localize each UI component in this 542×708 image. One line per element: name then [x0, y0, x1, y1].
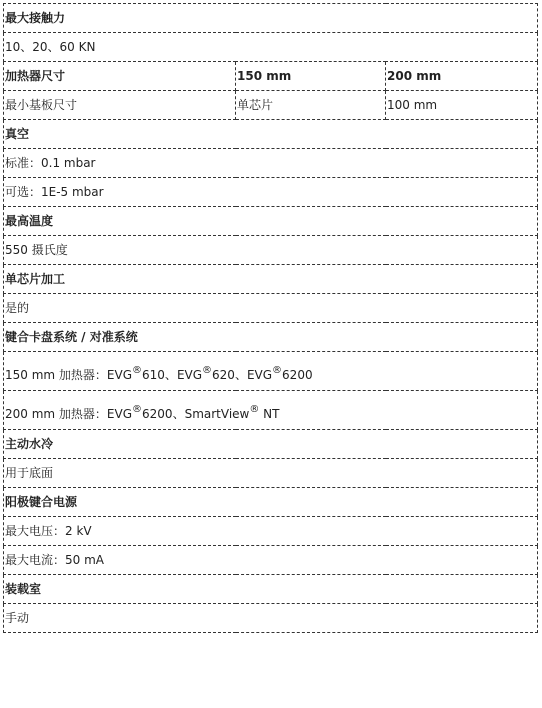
vacuum-optional: 可选：1E-5 mbar: [4, 178, 538, 207]
registered-mark: ®: [272, 365, 283, 376]
bond-chuck-150-heater: [4, 352, 538, 391]
table-row: [4, 323, 538, 352]
vacuum-standard: 标准：0.1 mbar: [4, 149, 538, 178]
table-row: [4, 294, 538, 323]
table-row: [4, 604, 538, 633]
spec-table: [3, 3, 538, 633]
table-row: [4, 265, 538, 294]
brand-text: EVG: [176, 368, 203, 382]
model-6200: 6200: [142, 407, 173, 421]
section-heading-active-water-cooling: 主动水冷: [4, 430, 538, 459]
section-heading-bond-chuck: 键合卡盘系统 / 对准系统: [4, 323, 538, 352]
load-chamber-value: 手动: [4, 604, 538, 633]
table-row: [4, 391, 538, 430]
table-row: [4, 546, 538, 575]
min-substrate-150-value: 单芯片: [236, 91, 386, 120]
model-6200: 6200: [282, 368, 313, 382]
table-row: [4, 459, 538, 488]
table-row: [4, 120, 538, 149]
brand-text: EVG: [106, 407, 133, 421]
separator: 、: [172, 407, 185, 421]
table-row: [4, 575, 538, 604]
registered-mark: ®: [202, 365, 213, 376]
heater-150-header: 150 mm: [236, 62, 386, 91]
table-row: [4, 517, 538, 546]
max-contact-force-value: 10、20、60 KN: [4, 33, 538, 62]
max-temperature-value: 550 摄氏度: [4, 236, 538, 265]
model-620: 620: [212, 368, 235, 382]
section-heading-max-temperature: 最高温度: [4, 207, 538, 236]
min-substrate-200-value: 100 mm: [386, 91, 538, 120]
section-heading-anodic-bond-power: 阳极键合电源: [4, 488, 538, 517]
heater-200-prefix: 200 mm 加热器：: [5, 407, 107, 421]
table-row: [4, 149, 538, 178]
table-row: [4, 488, 538, 517]
separator: 、: [164, 368, 177, 382]
table-row: [4, 91, 538, 120]
brand-text: EVG: [106, 368, 133, 382]
registered-mark: ®: [249, 404, 260, 415]
model-610: 610: [142, 368, 165, 382]
smartview-text: SmartView: [184, 407, 250, 421]
separator: 、: [234, 368, 247, 382]
table-row: [4, 33, 538, 62]
table-row: [4, 207, 538, 236]
max-current: 最大电流：50 mA: [4, 546, 538, 575]
table-row: [4, 236, 538, 265]
registered-mark: ®: [132, 365, 143, 376]
active-water-cooling-value: 用于底面: [4, 459, 538, 488]
brand-text: EVG: [246, 368, 273, 382]
section-heading-heater-size: 加热器尺寸: [4, 62, 236, 91]
table-row: [4, 4, 538, 33]
single-chip-value: 是的: [4, 294, 538, 323]
heater-200-header: 200 mm: [386, 62, 538, 91]
table-row: [4, 62, 538, 91]
section-heading-vacuum: 真空: [4, 120, 538, 149]
table-row: [4, 352, 538, 391]
heater-150-prefix: 150 mm 加热器：: [5, 368, 107, 382]
section-heading-load-chamber: 装载室: [4, 575, 538, 604]
section-heading-single-chip: 单芯片加工: [4, 265, 538, 294]
nt-text: NT: [259, 407, 280, 421]
section-heading-max-contact-force: 最大接触力: [4, 4, 538, 33]
table-row: [4, 430, 538, 459]
max-voltage: 最大电压：2 kV: [4, 517, 538, 546]
registered-mark: ®: [132, 404, 143, 415]
table-row: [4, 178, 538, 207]
bond-chuck-200-heater: [4, 391, 538, 430]
min-substrate-size-label: 最小基板尺寸: [4, 91, 236, 120]
